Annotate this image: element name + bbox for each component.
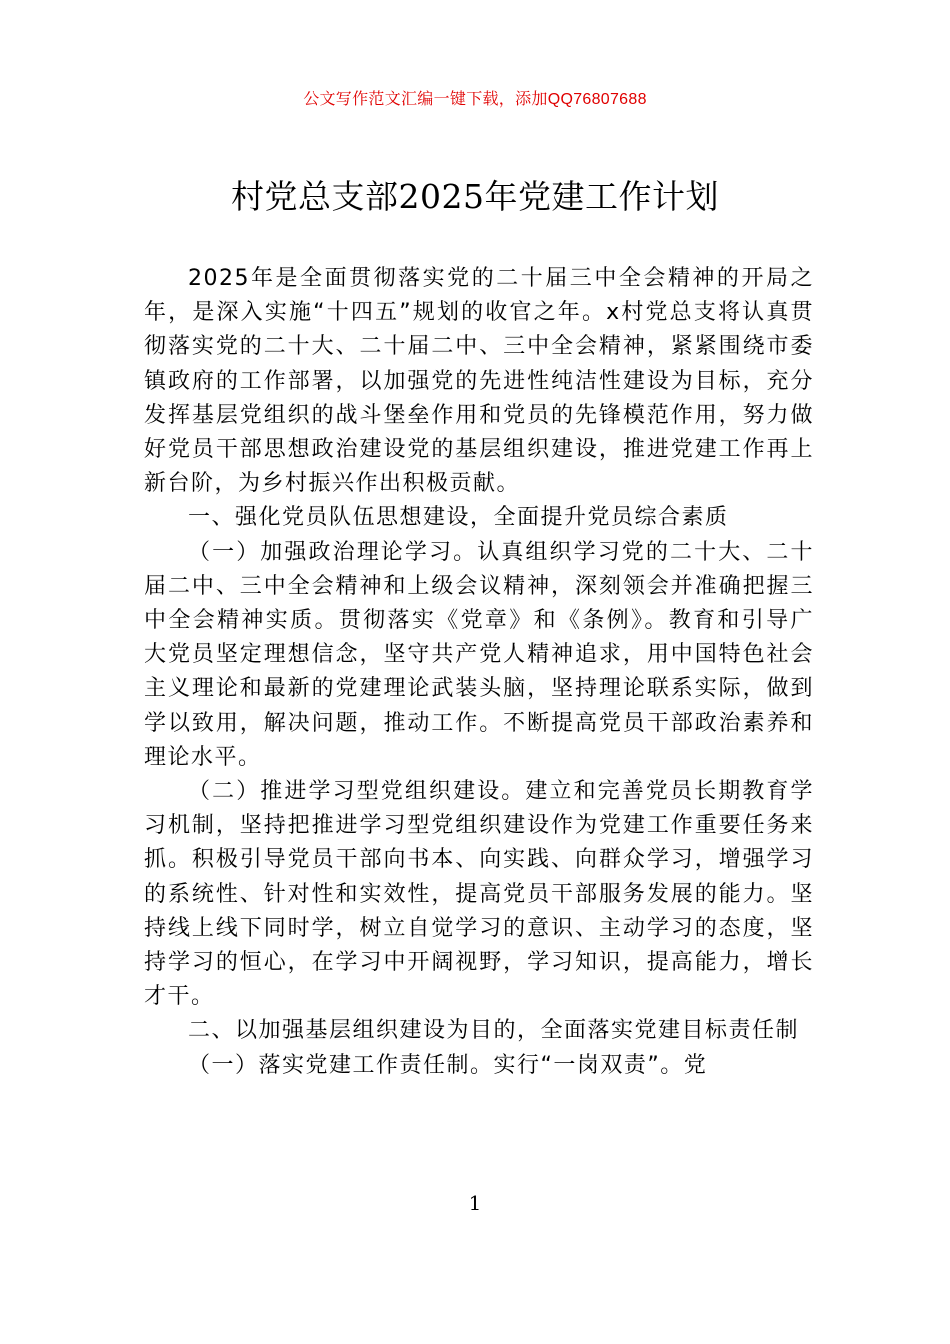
document-body bbox=[144, 262, 814, 1083]
paragraph-2-1: （一）落实党建工作责任制。实行“一岗双责”。党 bbox=[188, 1052, 708, 1078]
header-promo-note: 公文写作范文汇编一键下载，添加QQ76807688 bbox=[303, 91, 647, 108]
document-title: 村党总支部2025年党建工作计划 bbox=[231, 177, 719, 216]
paragraph-1-2: （二）推进学习型党组织建设。建立和完善党员长期教育学习机制，坚持把推进学习型党组织建设作为党建工作重要任务来抓。积极引导党员干部向书本、向实践、向群众学习，增强学习的系统性、针对性和实效性，提高党员干部服务发展的能力。坚持线上线下同时学，树立自觉学习的意识、主动学习的态度，坚持学习的恒心，在学习中开阔视野，学习知识，提高能力，增长才干。 bbox=[144, 779, 814, 1010]
intro-paragraph: 2025年是全面贯彻落实党的二十届三中全会精神的开局之年，是深入实施“十四五”规划的收官之年。x村党总支将认真贯彻落实党的二十大、二十届二中、三中全会精神，紧紧围绕市委镇政府的工作部署，以加强党的先进性纯洁性建设为目标，充分发挥基层党组织的战斗堡垒作用和党员的先锋模范作用，努力做好党员干部思想政治建设党的基层组织建设，推进党建工作再上新台阶，为乡村振兴作出积极贡献。 bbox=[144, 266, 814, 497]
section-heading-2: 二、以加强基层组织建设为目的，全面落实党建目标责任制 bbox=[188, 1018, 800, 1044]
section-heading-1: 一、强化党员队伍思想建设，全面提升党员综合素质 bbox=[188, 505, 729, 531]
page-number: 1 bbox=[468, 1191, 482, 1215]
paragraph-1-1: （一）加强政治理论学习。认真组织学习党的二十大、二十届二中、三中全会精神和上级会议精神，深刻领会并准确把握三中全会精神实质。贯彻落实《党章》和《条例》。教育和引导广大党员坚定理想信念，坚守共产党人精神追求，用中国特色社会主义理论和最新的党建理论武装头脑，坚持理论联系实际，做到学以致用，解决问题，推动工作。不断提高党员干部政治素养和理论水平。 bbox=[144, 539, 814, 770]
